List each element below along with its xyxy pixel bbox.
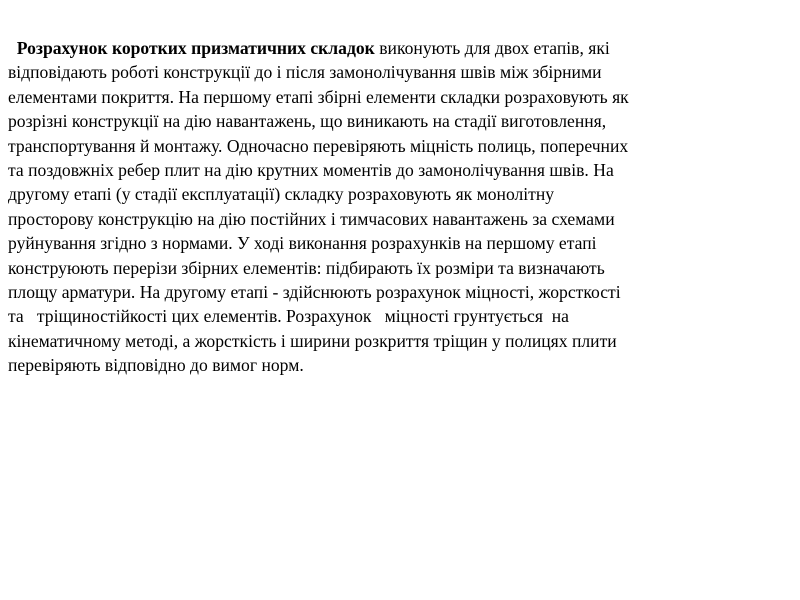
paragraph-line: розрізні конструкції на дію навантажень, що виникають на стадії виготовлення, [8,111,607,132]
paragraph-line: просторову конструкцію на дію постійних і тимчасових навантажень за схемами [8,208,615,229]
paragraph-line: та поздовжніх ребер плит на дію крутних моментів до замонолічування швів. На [8,160,614,181]
paragraph-line: конструюють перерізи збірних елементів: підбирають їх розміри та визначають [8,257,605,278]
paragraph-line: площу арматури. На другому етапі - здійснюють розрахунок міцності, жорсткості [8,282,621,303]
paragraph-line-text: виконують для двох етапів, які [374,38,610,58]
paragraph-line: руйнування згідно з нормами. У ході виконання розрахунків на першому етапі [8,233,597,254]
paragraph-lead-bold: Розрахунок коротких призматичних складок [8,38,375,58]
paragraph-line [8,36,794,60]
paragraph-line: перевіряють відповідно до вимог норм. [8,355,304,376]
paragraph-line: другому етапі (у стадії експлуатації) складку розраховують як монолітну [8,184,555,205]
paragraph-line: кінематичному методі, а жорсткість і ширини розкриття тріщин у полицях плити [8,330,617,351]
paragraph-line: відповідають роботі конструкції до і після замонолічування швів між збірними [8,62,602,83]
paragraph-line: елементами покриття. На першому етапі збірні елементи складки розраховують як [8,86,629,107]
paragraph-line: транспортування й монтажу. Одночасно перевіряють міцність полиць, поперечних [8,135,629,156]
body-paragraph [8,36,794,378]
paragraph-line: та тріщиностійкості цих елементів. Розрахунок міцності грунтується на [8,306,569,327]
